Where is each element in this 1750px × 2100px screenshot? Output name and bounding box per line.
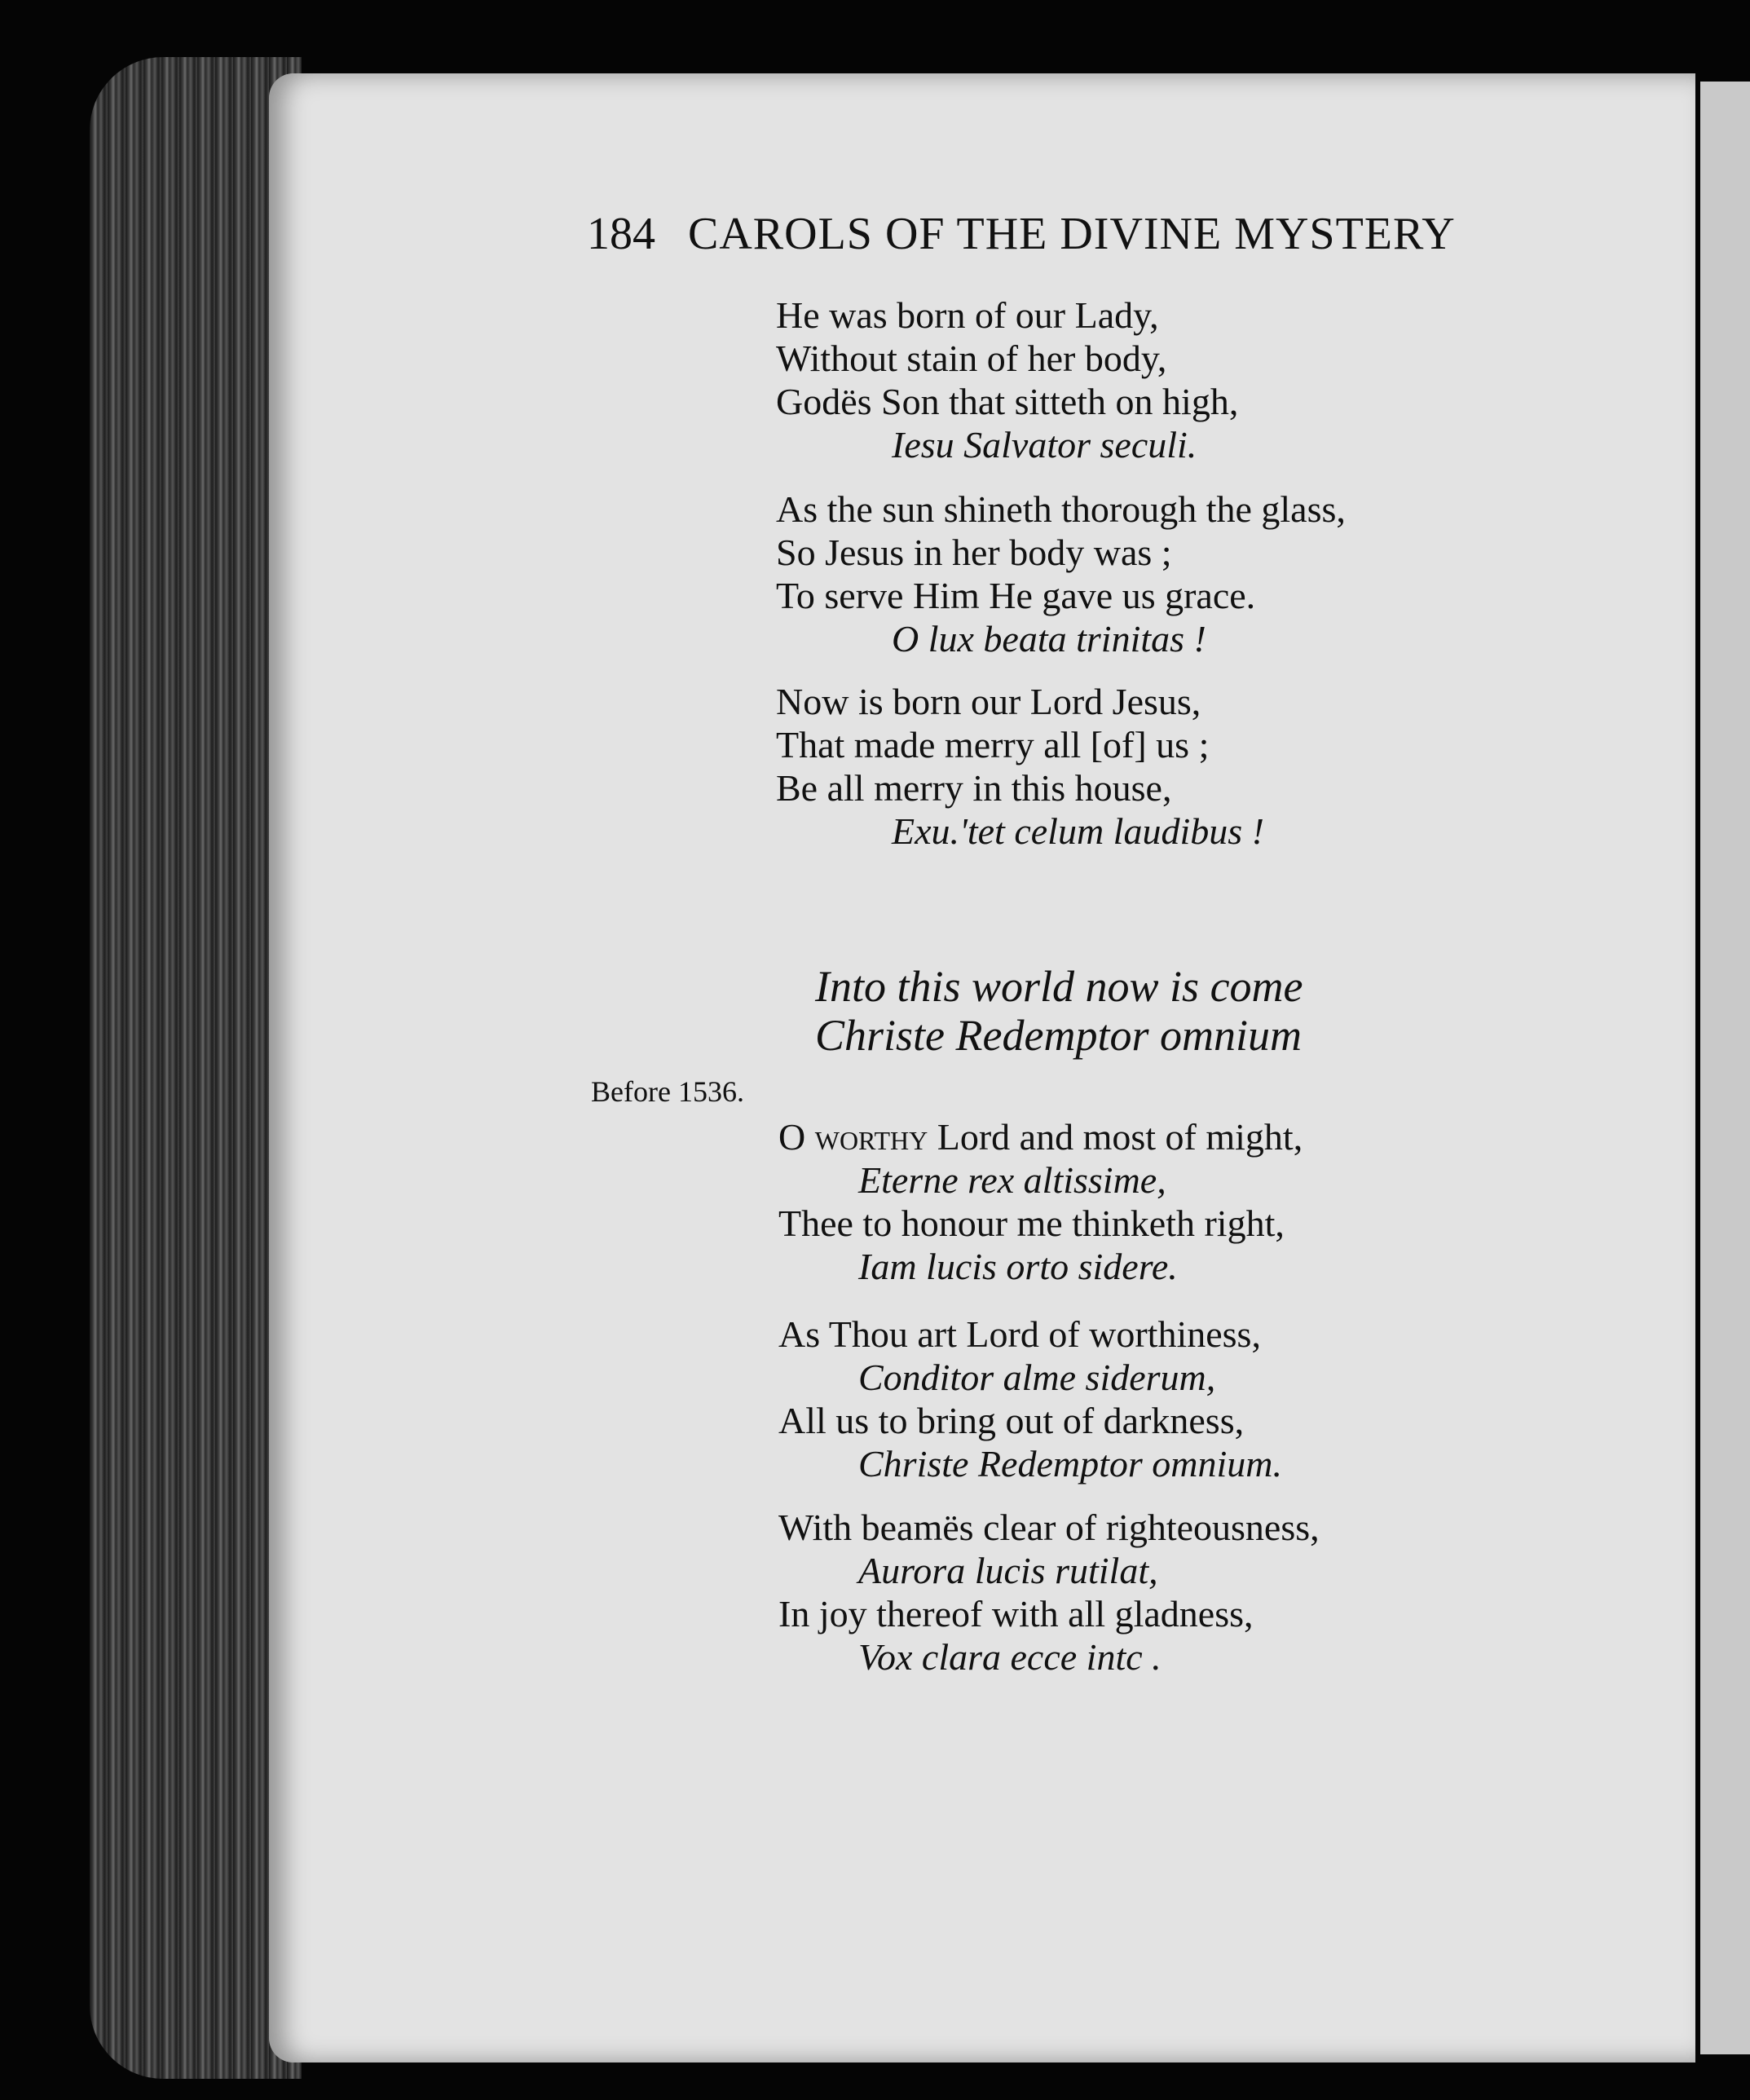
stanza-2 [776,488,1346,660]
smallcaps-word: worthy [814,1116,928,1158]
page-number: 184 [587,209,655,259]
verse-line: Be all merry in this house, [776,767,1172,809]
facing-page-edge [1700,82,1750,2054]
verse-line: So Jesus in her body was ; [776,532,1172,573]
latin-refrain: Eterne rex altissime, [858,1159,1166,1201]
verse-line: With beamës clear of righteousness, [778,1507,1320,1548]
verse-line [778,1115,1303,1158]
stanza-3 [776,680,1264,853]
verse-line: Without stain of her body, [776,338,1167,379]
verse-line: All us to bring out of darkness, [778,1400,1245,1441]
line-rest: Lord and most of might, [928,1116,1303,1158]
latin-refrain: Vox clara ecce intc . [858,1636,1162,1678]
verse-line: Now is born our Lord Jesus, [776,681,1201,722]
verse-line: Thee to honour me thinketh right, [778,1202,1285,1244]
verse-line: As the sun shineth thorough the glass, [776,488,1346,530]
burden-line: Into this world now is come [815,962,1303,1011]
verse-line: He was born of our Lady, [776,294,1159,336]
verse-line: Godës Son that sitteth on high, [776,381,1239,422]
latin-refrain: O lux beata trinitas ! [892,618,1206,660]
latin-refrain: Aurora lucis rutilat, [858,1550,1158,1591]
latin-refrain: Conditor alme siderum, [858,1357,1216,1398]
stanza-4 [778,1115,1303,1288]
latin-refrain: Christe Redemptor omnium. [858,1443,1283,1485]
verse-line: That made merry all [of] us ; [776,724,1210,765]
latin-refrain: Exu.'tet celum laudibus ! [892,810,1264,852]
latin-refrain: Iesu Salvator seculi. [892,424,1197,465]
initial-letter: O [778,1116,806,1158]
stanza-6 [778,1506,1320,1679]
running-title: CAROLS OF THE DIVINE MYSTERY [688,209,1456,259]
carol-burden [815,962,1303,1060]
burden-line: Christe Redemptor omnium [815,1011,1302,1060]
running-header [587,208,1467,260]
stanza-5 [778,1312,1282,1485]
verse-line: In joy thereof with all gladness, [778,1593,1254,1635]
latin-refrain: Iam lucis orto sidere. [858,1246,1178,1287]
verse-line: To serve Him He gave us grace. [776,575,1256,616]
stanza-1 [776,293,1238,466]
verse-line: As Thou art Lord of worthiness, [778,1313,1261,1355]
date-note: Before 1536. [591,1075,744,1108]
